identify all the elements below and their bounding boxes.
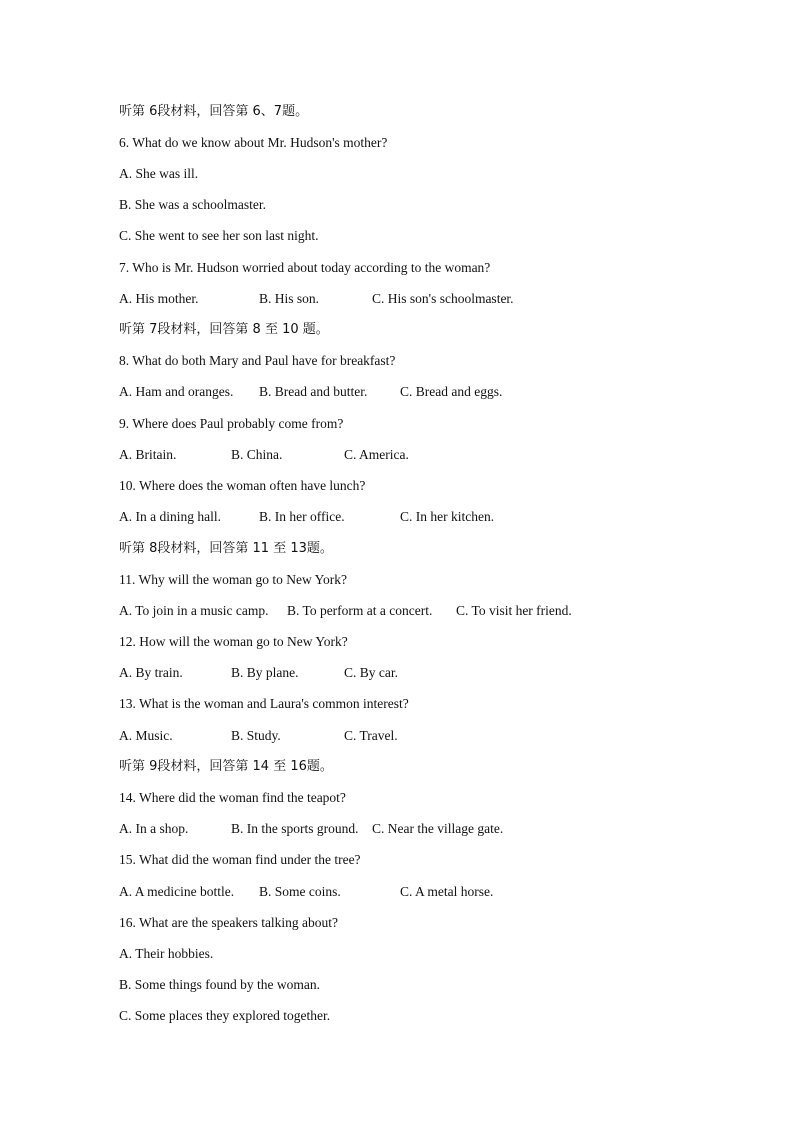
question-6-stem: 6. What do we know about Mr. Hudson's mother? (119, 135, 388, 150)
question-16-option-b: B. Some things found by the woman. (119, 977, 320, 992)
question-13-option-b: B. Study. (231, 728, 281, 743)
question-15-options (119, 883, 493, 901)
section-heading-9: 听第 9段材料，回答第 14 至 16题。 (119, 759, 333, 774)
question-7-option-c: C. His son's schoolmaster. (372, 291, 514, 306)
question-11-option-a: A. To join in a music camp. (119, 603, 269, 618)
question-7-option-a: A. His mother. (119, 291, 199, 306)
question-8-option-b: B. Bread and butter. (259, 384, 368, 399)
question-13-option-c: C. Travel. (344, 728, 398, 743)
question-9-option-b: B. China. (231, 447, 283, 462)
question-11-stem: 11. Why will the woman go to New York? (119, 572, 347, 587)
question-10-stem: 10. Where does the woman often have lunch? (119, 478, 366, 493)
question-16-option-a: A. Their hobbies. (119, 946, 214, 961)
question-12-stem: 12. How will the woman go to New York? (119, 634, 348, 649)
question-12-options (119, 664, 398, 682)
question-7-option-b: B. His son. (259, 291, 320, 306)
question-15-option-b: B. Some coins. (259, 884, 341, 899)
question-10-options (119, 508, 494, 526)
question-15-option-c: C. A metal horse. (400, 884, 494, 899)
question-14-option-a: A. In a shop. (119, 821, 189, 836)
question-9-options (119, 446, 409, 464)
question-15-stem: 15. What did the woman find under the tree? (119, 852, 361, 867)
question-15-option-a: A. A medicine bottle. (119, 884, 235, 899)
question-14-options (119, 820, 503, 838)
question-9-stem: 9. Where does Paul probably come from? (119, 416, 344, 431)
question-8-options (119, 383, 502, 401)
question-12-option-c: C. By car. (344, 665, 398, 680)
question-14-option-b: B. In the sports ground. (231, 821, 359, 836)
question-11-option-c: C. To visit her friend. (456, 603, 572, 618)
question-6-option-a: A. She was ill. (119, 166, 199, 181)
question-9-option-a: A. Britain. (119, 447, 177, 462)
question-16-stem: 16. What are the speakers talking about? (119, 915, 339, 930)
section-heading-8: 听第 8段材料，回答第 11 至 13题。 (119, 541, 333, 556)
question-14-option-c: C. Near the village gate. (372, 821, 504, 836)
question-8-option-c: C. Bread and eggs. (400, 384, 503, 399)
question-12-option-b: B. By plane. (231, 665, 299, 680)
question-16-option-c: C. Some places they explored together. (119, 1008, 331, 1023)
question-6-option-b: B. She was a schoolmaster. (119, 197, 266, 212)
question-7-stem: 7. Who is Mr. Hudson worried about today according to the woman? (119, 260, 491, 275)
question-10-option-c: C. In her kitchen. (400, 509, 495, 524)
question-10-option-b: B. In her office. (259, 509, 345, 524)
question-8-stem: 8. What do both Mary and Paul have for breakfast? (119, 353, 396, 368)
question-13-stem: 13. What is the woman and Laura's common interest? (119, 696, 409, 711)
question-7-options (119, 290, 514, 308)
question-13-options (119, 727, 398, 745)
section-heading-6: 听第 6段材料，回答第 6、7题。 (119, 104, 309, 119)
question-12-option-a: A. By train. (119, 665, 183, 680)
question-11-option-b: B. To perform at a concert. (287, 603, 433, 618)
section-heading-7: 听第 7段材料，回答第 8 至 10 题。 (119, 322, 329, 337)
question-11-options (119, 602, 572, 620)
question-6-option-c: C. She went to see her son last night. (119, 228, 319, 243)
question-14-stem: 14. Where did the woman find the teapot? (119, 790, 346, 805)
question-9-option-c: C. America. (344, 447, 409, 462)
question-8-option-a: A. Ham and oranges. (119, 384, 234, 399)
question-13-option-a: A. Music. (119, 728, 173, 743)
question-10-option-a: A. In a dining hall. (119, 509, 221, 524)
